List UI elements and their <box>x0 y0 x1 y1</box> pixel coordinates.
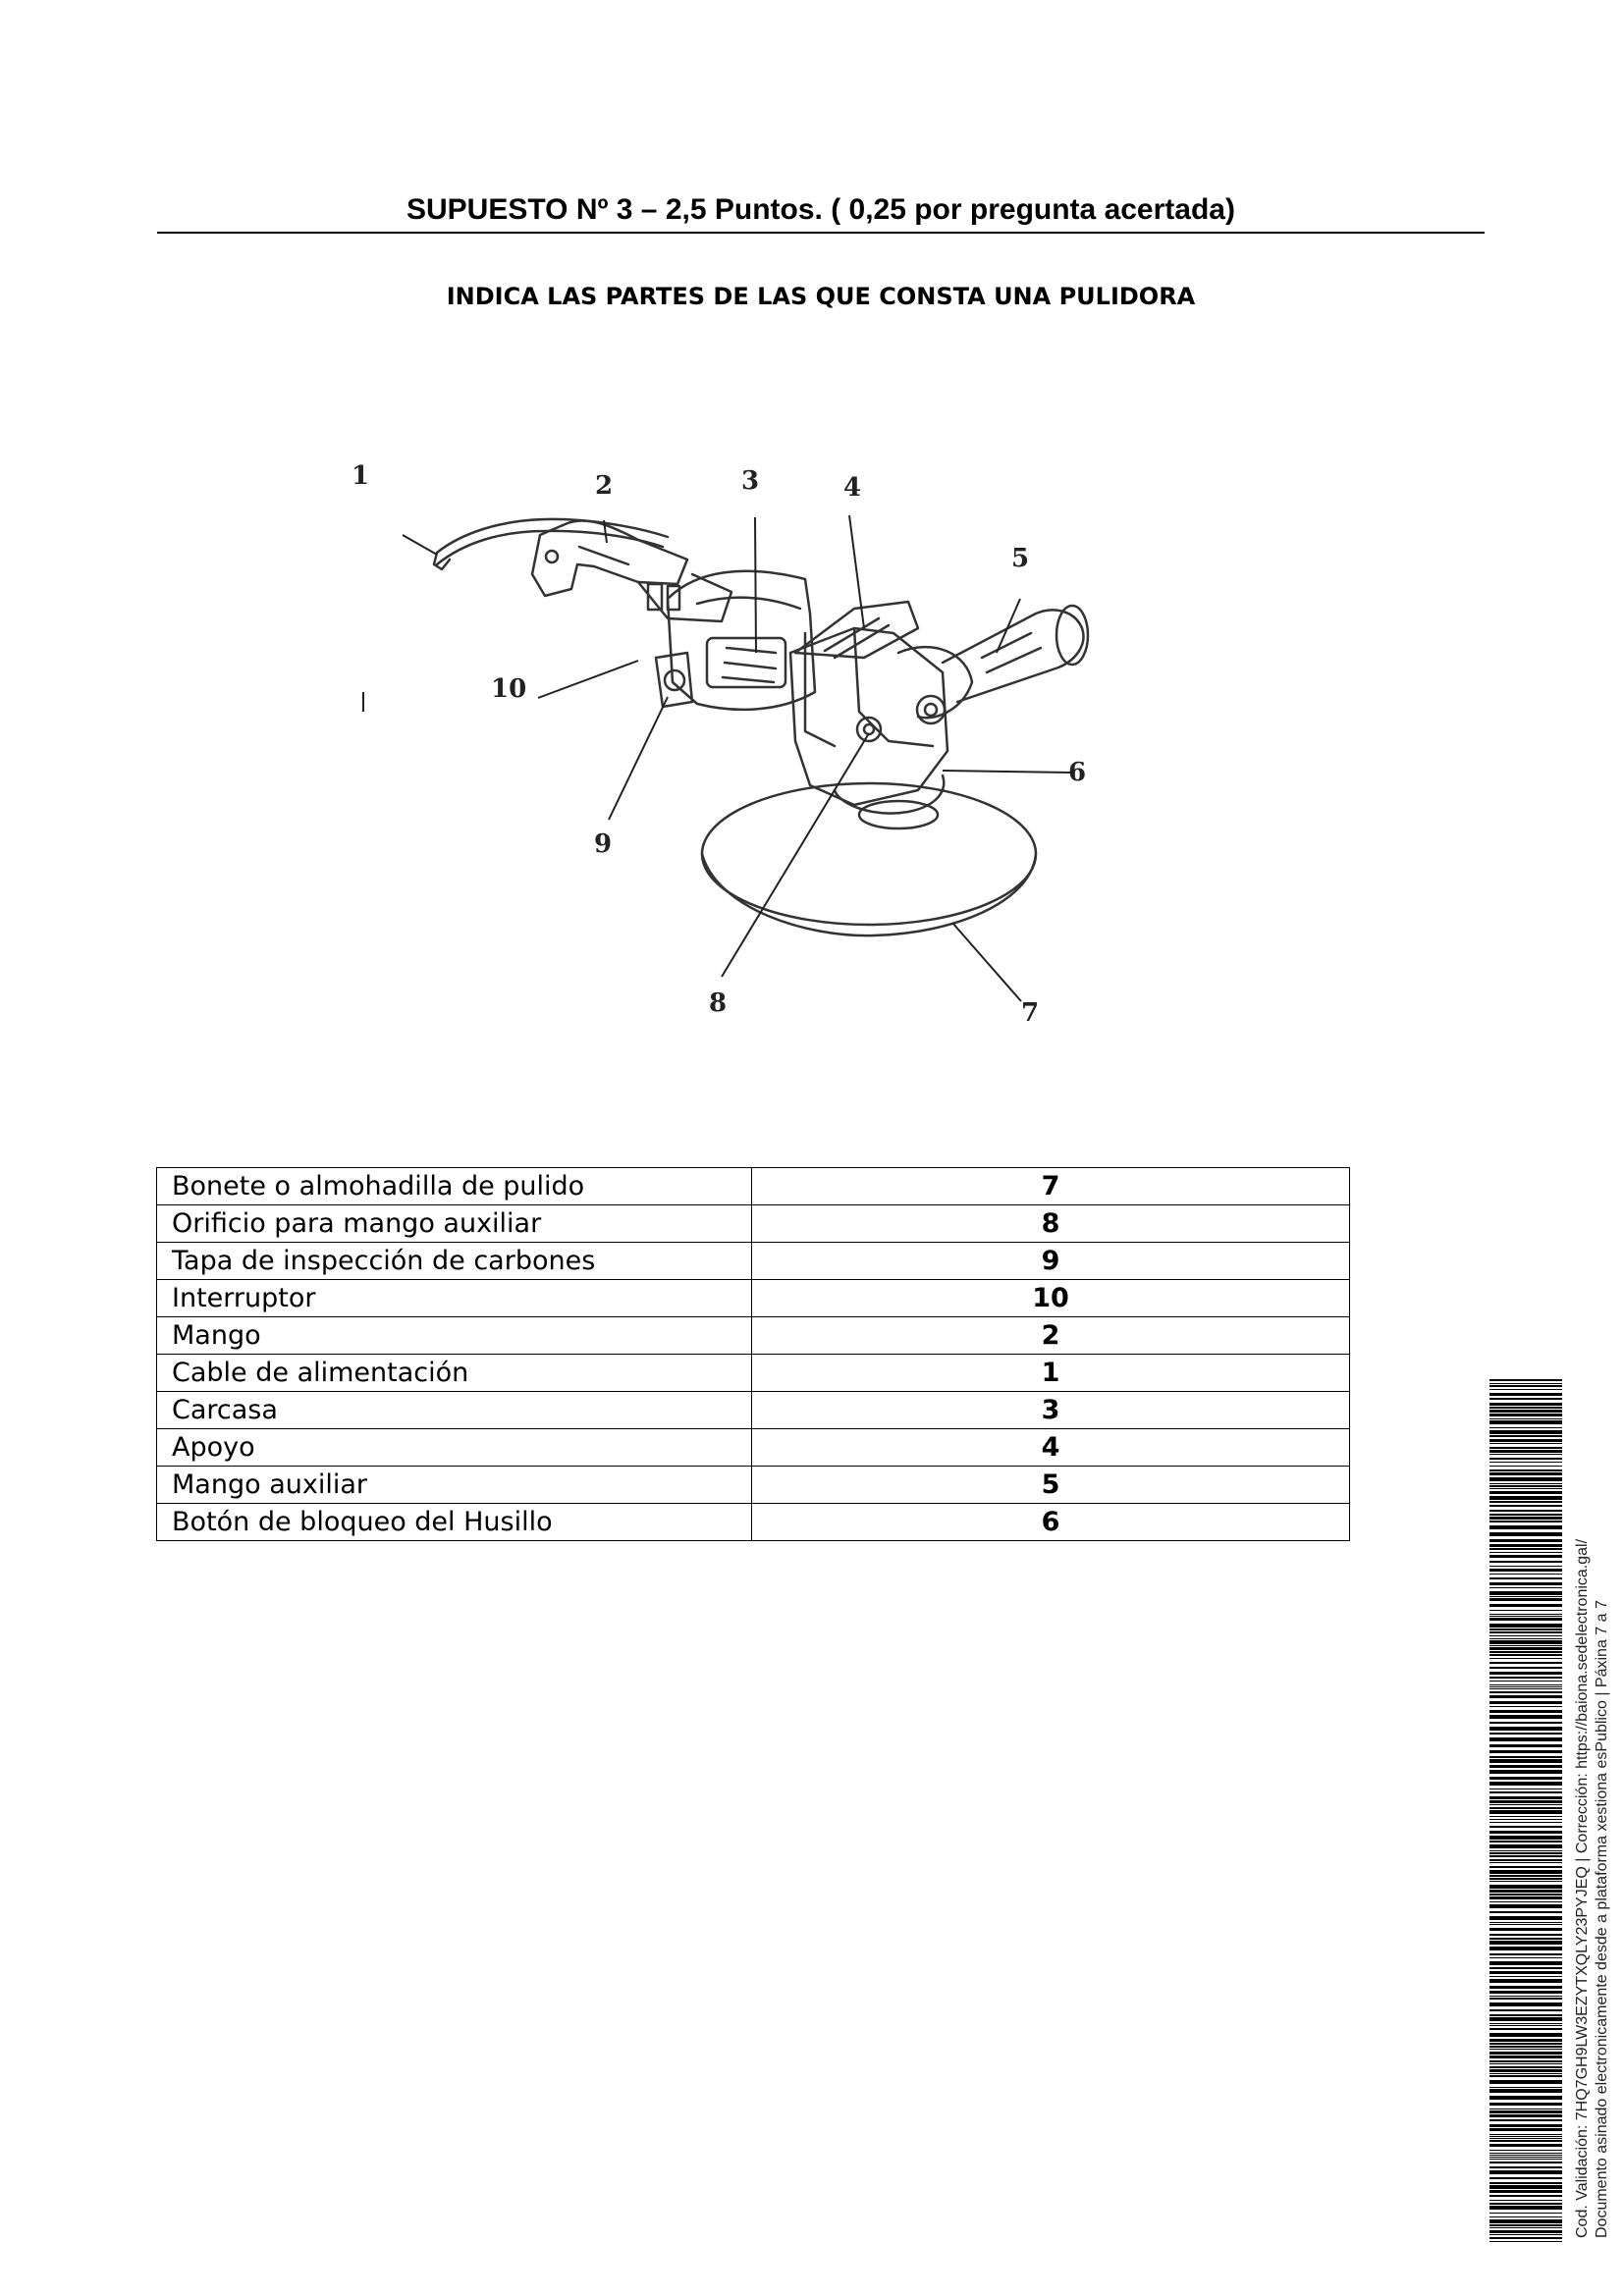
exercise-heading: SUPUESTO Nº 3 – 2,5 Puntos. ( 0,25 por pregunta acertada) <box>406 193 1235 226</box>
callout-2: 2 <box>595 471 614 501</box>
part-number: 1 <box>752 1355 1350 1392</box>
callout-9: 9 <box>594 829 613 859</box>
exercise-instruction: INDICA LAS PARTES DE LAS QUE CONSTA UNA PULIDORA <box>446 283 1196 310</box>
table-row <box>157 1355 1350 1392</box>
polisher-drawing <box>344 417 1257 1095</box>
barcode-stripes <box>1489 1379 1562 2243</box>
switch-area <box>638 574 731 621</box>
spindle-lock <box>917 696 945 723</box>
validation-line-2: Documento asinado electronicamente desde a plataforma xestiona esPublico | Páxina 7 a 7 <box>1594 1600 1610 2238</box>
callout-10: 10 <box>491 674 527 704</box>
table-row <box>157 1467 1350 1504</box>
brush-cap <box>656 653 692 707</box>
callout-6: 6 <box>1068 758 1087 787</box>
callout-3: 3 <box>741 466 760 496</box>
table-row <box>157 1205 1350 1243</box>
table-row <box>157 1243 1350 1280</box>
part-number: 9 <box>752 1243 1350 1280</box>
part-name: Mango auxiliar <box>157 1467 752 1504</box>
validation-barcode <box>1489 1379 1562 2243</box>
part-name: Tapa de inspección de carbones <box>157 1243 752 1280</box>
part-name: Botón de bloqueo del Husillo <box>157 1504 752 1541</box>
part-number: 2 <box>752 1317 1350 1355</box>
heading-rule <box>157 232 1485 234</box>
part-name: Carcasa <box>157 1392 752 1429</box>
part-name: Mango <box>157 1317 752 1355</box>
callout-4: 4 <box>843 473 862 503</box>
callout-7: 7 <box>1021 998 1040 1028</box>
table-row <box>157 1317 1350 1355</box>
table-row <box>157 1504 1350 1541</box>
part-name: Orificio para mango auxiliar <box>157 1205 752 1243</box>
part-number: 6 <box>752 1504 1350 1541</box>
polisher-figure <box>344 417 1257 1095</box>
part-name: Apoyo <box>157 1429 752 1467</box>
part-number: 4 <box>752 1429 1350 1467</box>
table-row <box>157 1168 1350 1205</box>
table-row <box>157 1429 1350 1467</box>
validation-text <box>1573 1539 1612 2238</box>
part-number: 3 <box>752 1392 1350 1429</box>
part-number: 10 <box>752 1280 1350 1317</box>
part-name: Bonete o almohadilla de pulido <box>157 1168 752 1205</box>
part-name: Interruptor <box>157 1280 752 1317</box>
part-number: 5 <box>752 1467 1350 1504</box>
part-number: 8 <box>752 1205 1350 1243</box>
callout-8: 8 <box>709 988 728 1018</box>
table-row <box>157 1392 1350 1429</box>
table-row <box>157 1280 1350 1317</box>
validation-line-1: Cod. Validación: 7HQ7GH9LW3EZYTXQLY23PYJEQ | Corrección: https://baiona.sedelectronica.gal/ <box>1574 1538 1591 2238</box>
answers-table <box>156 1167 1350 1541</box>
callout-5: 5 <box>1011 544 1030 573</box>
callout-1: 1 <box>352 461 370 491</box>
part-name: Cable de alimentación <box>157 1355 752 1392</box>
part-number: 7 <box>752 1168 1350 1205</box>
